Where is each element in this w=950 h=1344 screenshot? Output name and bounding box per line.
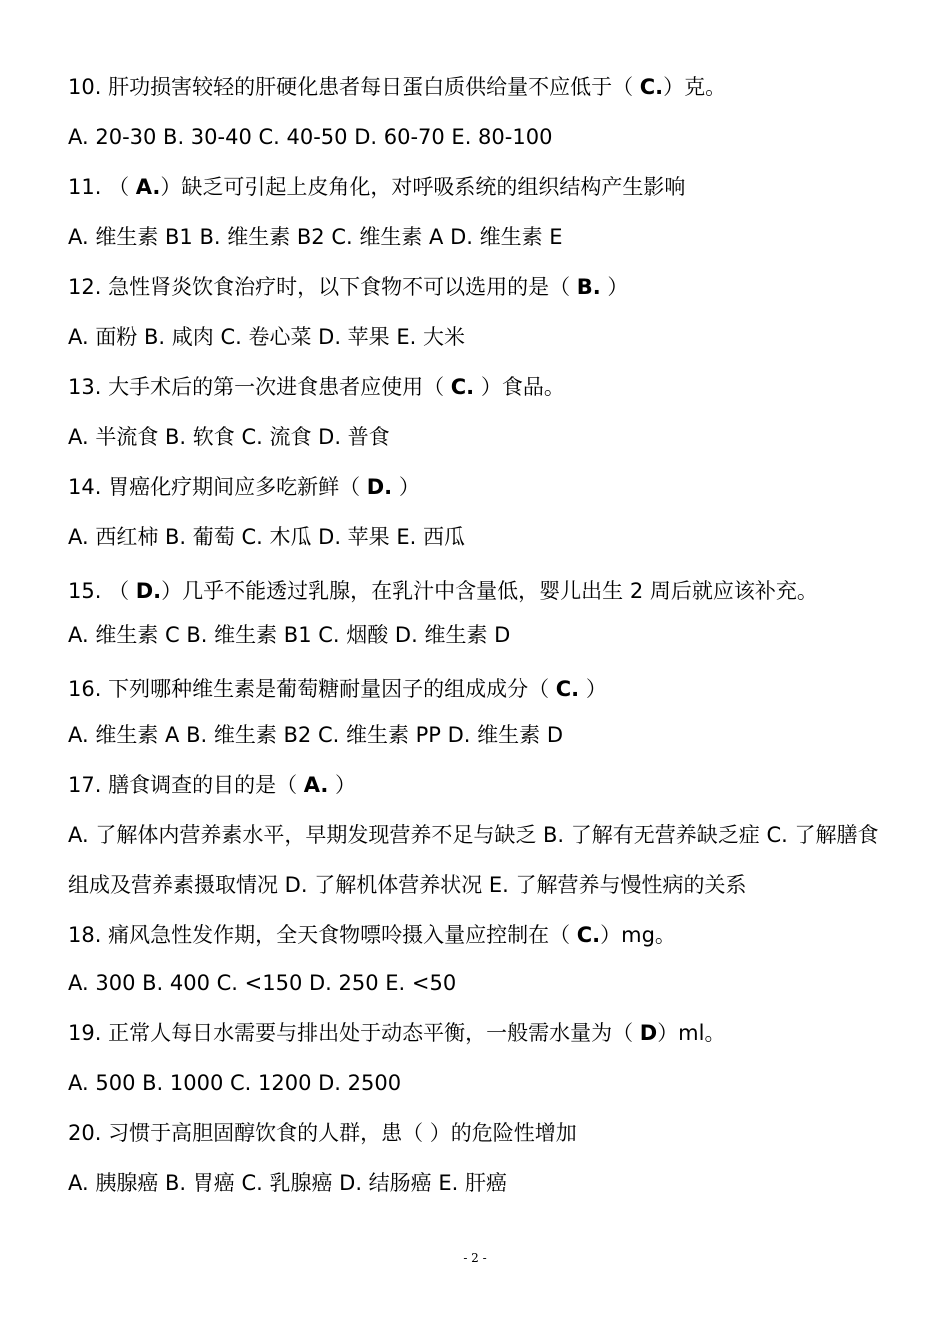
question-text: 20. 习惯于高胆固醇饮食的人群，患（ <box>68 1121 430 1145</box>
question-13 <box>68 372 898 402</box>
answer: A. <box>303 773 329 797</box>
question-text-end: ）几乎不能透过乳腺，在乳汁中含量低，婴儿出生 2 周后就应该补充。 <box>161 579 818 603</box>
page-number: - 2 - <box>463 1251 487 1265</box>
options-10: A. 20-30 B. 30-40 C. 40-50 D. 60-70 E. 80-100 <box>68 125 553 149</box>
question-text: 13. 大手术后的第一次进食患者应使用（ <box>68 375 451 399</box>
question-text: 14. 胃癌化疗期间应多吃新鲜（ <box>68 475 367 499</box>
options-18: A. 300 B. 400 C. <150 D. 250 E. <50 <box>68 971 457 995</box>
options-17: A. 了解体内营养素水平，早期发现营养不足与缺乏 B. 了解有无营养缺乏症 C. 了解膳食组成及营养素摄取情况 D. 了解机体营养状况 E. 了解营养与慢性病的关系 <box>68 823 879 897</box>
answer: C. <box>576 923 601 947</box>
question-19 <box>68 1018 898 1048</box>
question-text-end: ） <box>392 475 420 499</box>
question-10 <box>68 72 898 102</box>
question-18 <box>68 920 898 950</box>
question-text: 18. 痛风急性发作期，全天食物嘌呤摄入量应控制在（ <box>68 923 577 947</box>
answer: A. <box>135 175 161 199</box>
question-text-end: ）的危险性增加 <box>429 1121 577 1145</box>
options-13: A. 半流食 B. 软食 C. 流食 D. 普食 <box>68 425 390 449</box>
question-text-end: ）食品。 <box>474 375 565 399</box>
options-12: A. 面粉 B. 咸肉 C. 卷心菜 D. 苹果 E. 大米 <box>68 325 465 349</box>
options-16: A. 维生素 A B. 维生素 B2 C. 维生素 PP D. 维生素 D <box>68 723 563 747</box>
options-19: A. 500 B. 1000 C. 1200 D. 2500 <box>68 1071 402 1095</box>
question-text: 11. （ <box>68 175 136 199</box>
question-text: 17. 膳食调查的目的是（ <box>68 773 304 797</box>
question-text-end: ）mg。 <box>600 923 676 947</box>
question-20 <box>68 1118 898 1148</box>
question-text-end: ） <box>328 773 357 797</box>
answer: C. <box>450 375 475 399</box>
question-text: 12. 急性肾炎饮食治疗时，以下食物不可以选用的是（ <box>68 275 577 299</box>
question-text-end: ）ml。 <box>657 1021 726 1045</box>
question-16 <box>68 674 898 704</box>
question-17 <box>68 770 898 800</box>
answer: D <box>639 1021 658 1045</box>
answer: C. <box>555 677 580 701</box>
question-15 <box>68 576 898 606</box>
question-11 <box>68 172 898 202</box>
question-text-end: ） <box>579 677 607 701</box>
question-text: 10. 肝功损害较轻的肝硬化患者每日蛋白质供给量不应低于（ <box>68 75 640 99</box>
question-text-end: ）克。 <box>663 75 727 99</box>
answer: B. <box>576 275 601 299</box>
question-text: 15. （ <box>68 579 136 603</box>
question-text: 16. 下列哪种维生素是葡萄糖耐量因子的组成成分（ <box>68 677 556 701</box>
answer: C. <box>639 75 664 99</box>
answer: D. <box>135 579 162 603</box>
options-20: A. 胰腺癌 B. 胃癌 C. 乳腺癌 D. 结肠癌 E. 肝癌 <box>68 1171 507 1195</box>
options-15: A. 维生素 C B. 维生素 B1 C. 烟酸 D. 维生素 D <box>68 623 511 647</box>
answer: D. <box>366 475 393 499</box>
question-text-end: ） <box>600 275 629 299</box>
question-text: 19. 正常人每日水需要与排出处于动态平衡，一般需水量为（ <box>68 1021 640 1045</box>
question-text-end: ）缺乏可引起上皮角化，对呼吸系统的组织结构产生影响 <box>160 175 686 199</box>
question-14 <box>68 472 898 502</box>
options-11: A. 维生素 B1 B. 维生素 B2 C. 维生素 A D. 维生素 E <box>68 225 563 249</box>
question-12 <box>68 272 898 302</box>
options-14: A. 西红柿 B. 葡萄 C. 木瓜 D. 苹果 E. 西瓜 <box>68 525 465 549</box>
